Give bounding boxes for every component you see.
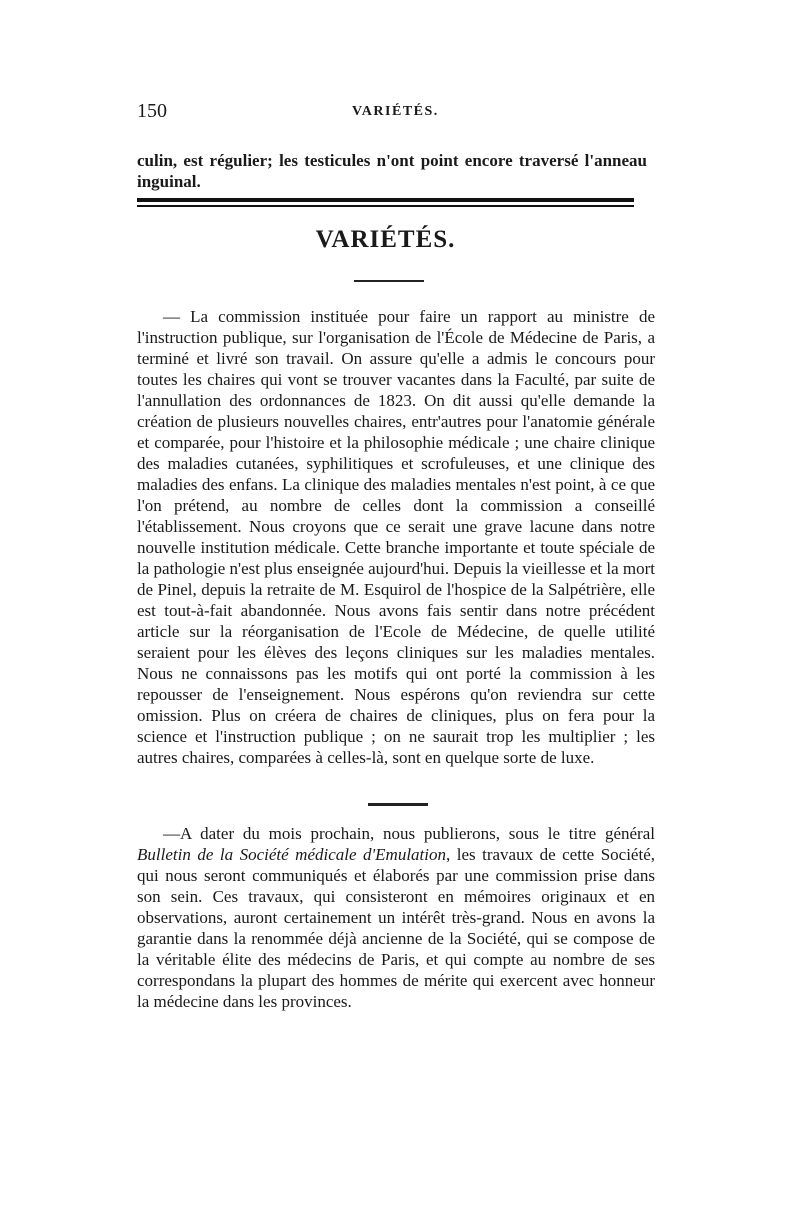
page-number: 150 bbox=[137, 100, 167, 122]
section-divider bbox=[137, 198, 634, 208]
carryover-text: culin, est régulier; les testicules n'ont point encore traversé l'anneau inguinal. bbox=[137, 151, 647, 191]
paragraph-separator-rule bbox=[368, 803, 428, 806]
section-title: VARIÉTÉS. bbox=[315, 226, 456, 253]
paragraph-bulletin-end: , les travaux de cette Société, qui nous seront communiqués et élaborés par une commission prise dans son sein. Ces travaux, qui consisteront en mémoires originaux et en observations, auront certainement un intérêt très-grand. Nous en avons la garantie dans la renommée déjà ancienne de la Société, qui se compose de la véritable élite des médecins de Paris, et qui compte au nombre de ses correspondans la plupart des hommes de mérite qui exercent avec honneur la médecine dans les provinces. bbox=[137, 845, 655, 1011]
running-title: VARIÉTÉS. bbox=[352, 104, 439, 119]
paragraph-commission: — La commission instituée pour faire un rapport au ministre de l'instruction publique, sur l'organisation de l'École de Médecine de Paris, a terminé et livré son travail. On assure qu'elle a admis le concours pour toutes les chaires qui vont se trouver vacantes dans la Faculté, par suite de l'annullation des ordonnances de 1823. On dit aussi qu'elle demande la création de plusieurs nouvelles chaires, entr'autres pour l'anatomie générale et comparée, pour l'histoire et la philosophie médicale ; une chaire clinique des maladies cutanées, syphilitiques et scrofuleuses, et une clinique des maladies des enfans. La clinique des maladies mentales n'est point, à ce que l'on prétend, au nombre de celles dont la commission a conseillé l'établissement. Nous croyons que ce serait une grave lacune dans notre nouvelle institution médicale. Cette branche importante et toute spéciale de la pathologie n'est plus enseignée aujourd'hui. Depuis la vieillesse et la mort de Pinel, depuis la retraite de M. Esquirol de l'hospice de la Salpétrière, elle est tout-à-fait abandonnée. Nous avons fais sentir dans notre précédent article sur la réorganisation de l'Ecole de Médecine, de quelle utilité seraient pour les élèves des leçons cliniques sur les maladies mentales. Nous ne connaissons pas les motifs qui ont porté la commission à les repousser de l'enseignement. Nous espérons qu'on reviendra sur cette omission. Plus on créera de chaires de cliniques, plus on fera pour la science et l'instruction publique ; on ne saurait trop les multiplier ; les autres chaires, comparées à celles-là, sont en quelque sorte de luxe. bbox=[137, 307, 655, 767]
divider-thin-line bbox=[137, 205, 634, 207]
running-head bbox=[137, 100, 647, 124]
paragraph-bulletin bbox=[137, 823, 655, 1012]
divider-thick-line bbox=[137, 198, 634, 202]
bulletin-title-italic: Bulletin de la Société médicale d'Emulation bbox=[137, 845, 446, 864]
paragraph-bulletin-start: —A dater du mois prochain, nous publierons, sous le titre général bbox=[163, 824, 655, 843]
title-underline-rule bbox=[354, 280, 424, 282]
